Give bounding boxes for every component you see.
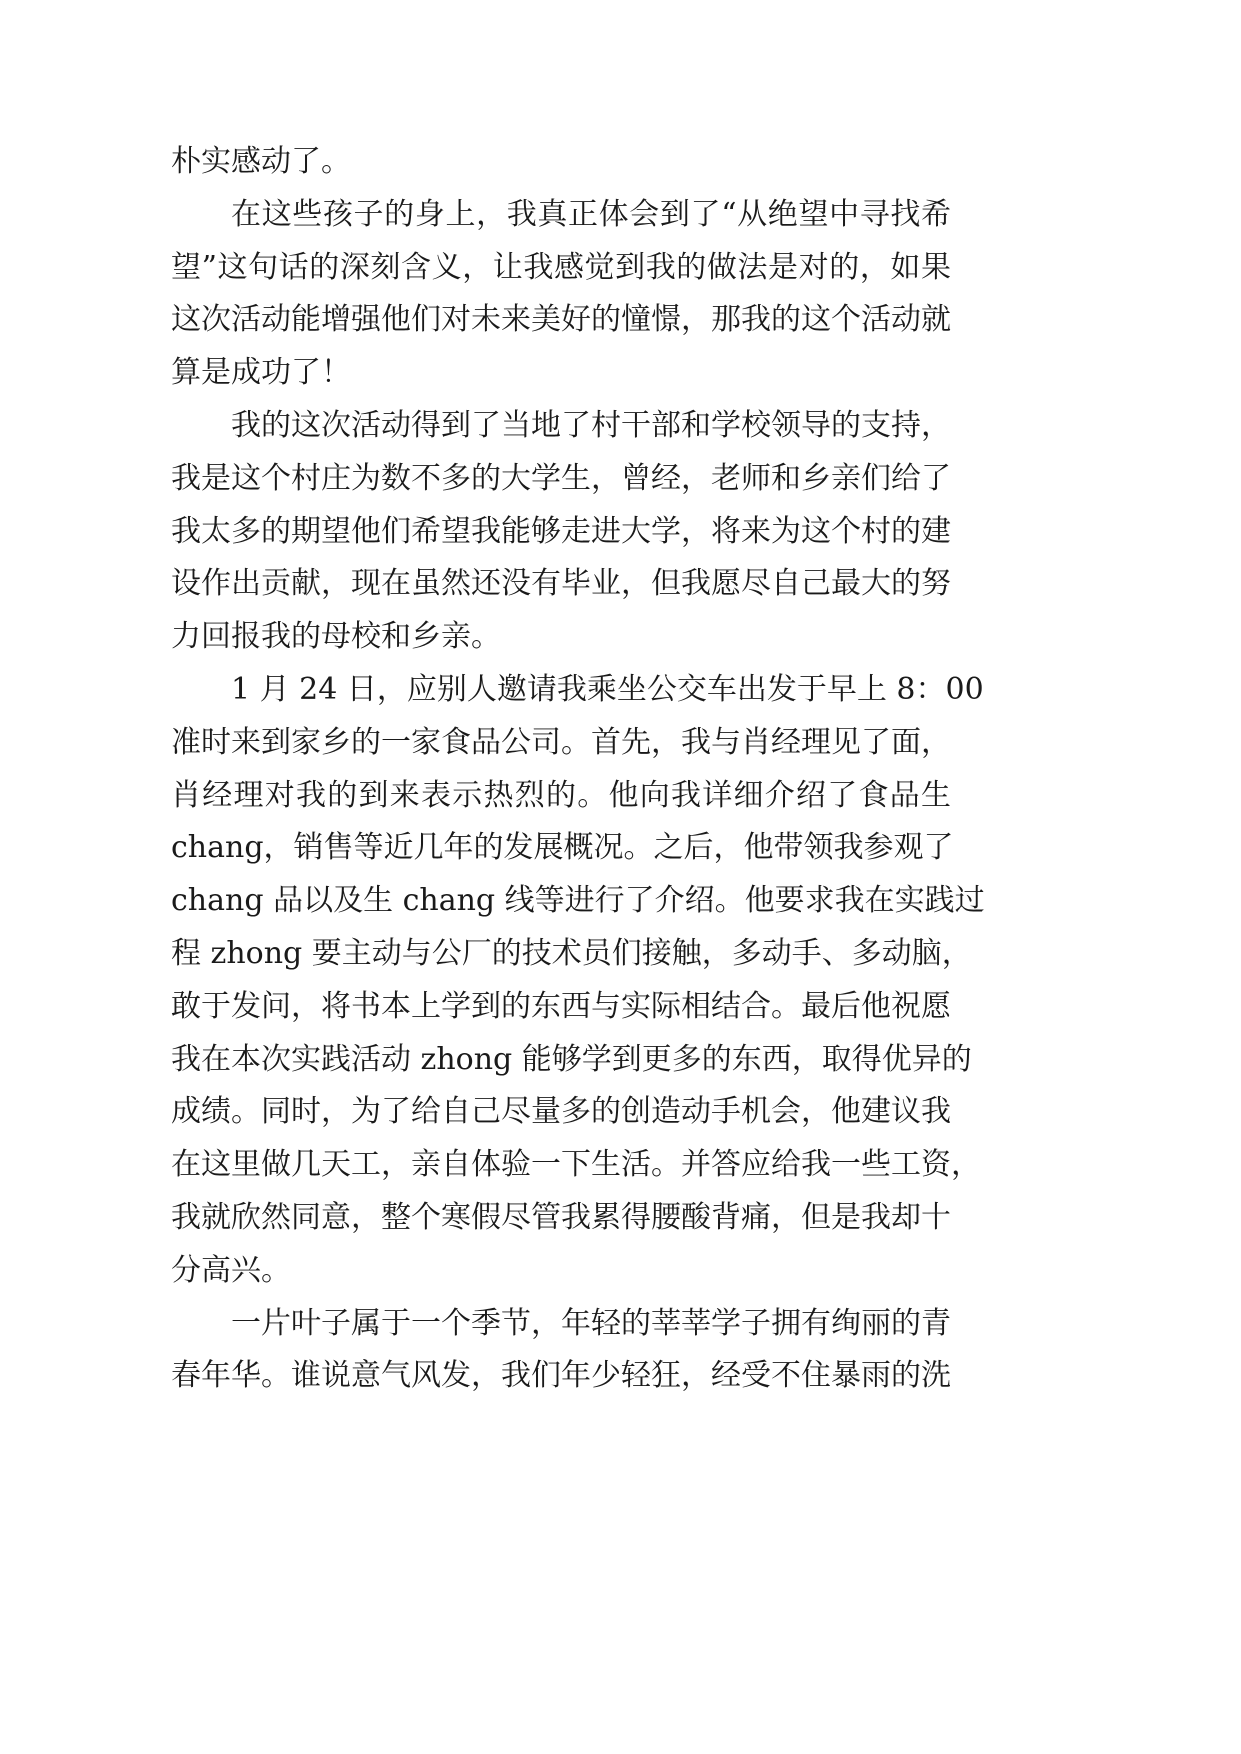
text-line: 1 月 24 日，应别人邀请我乘坐公交车出发于早上 8：00 bbox=[231, 671, 984, 707]
text-line: 准时来到家乡的一家食品公司。首先，我与肖经理见了面， bbox=[171, 724, 951, 760]
text-line: 敢于发问，将书本上学到的东西与实际相结合。最后他祝愿 bbox=[171, 988, 951, 1024]
text-line: 春年华。谁说意气风发，我们年少轻狂，经受不住暴雨的洗 bbox=[171, 1358, 951, 1394]
text-line: 我在本次实践活动 zhong 能够学到更多的东西，取得优异的 bbox=[171, 1041, 972, 1077]
text-line: 成绩。同时，为了给自己尽量多的创造动手机会，他建议我 bbox=[171, 1094, 951, 1130]
text-line: 肖经理对我的到来表示热烈的。他向我详细介绍了食品生 bbox=[171, 777, 951, 813]
text-line: 程 zhong 要主动与公厂的技术员们接触，多动手、多动脑， bbox=[171, 935, 972, 971]
text-line: chang 品以及生 chang 线等进行了介绍。他要求我在实践过 bbox=[171, 883, 985, 919]
text-line: 在这里做几天工，亲自体验一下生活。并答应给我一些工资， bbox=[171, 1147, 981, 1183]
text-line: 分高兴。 bbox=[171, 1252, 291, 1288]
text-line: 望”这句话的深刻含义，让我感觉到我的做法是对的，如果 bbox=[171, 249, 951, 285]
text-line: 算是成功了！ bbox=[171, 355, 351, 391]
text-line: 我就欣然同意，整个寒假尽管我累得腰酸背痛，但是我却十 bbox=[171, 1199, 951, 1235]
text-line: 我的这次活动得到了当地了村干部和学校领导的支持， bbox=[231, 407, 951, 443]
text-line: 这次活动能增强他们对未来美好的憧憬，那我的这个活动就 bbox=[171, 302, 951, 338]
text-line: 我太多的期望他们希望我能够走进大学，将来为这个村的建 bbox=[171, 513, 951, 549]
text-line: 我是这个村庄为数不多的大学生，曾经，老师和乡亲们给了 bbox=[171, 460, 951, 496]
text-line: 设作出贡献，现在虽然还没有毕业，但我愿尽自己最大的努 bbox=[171, 566, 951, 602]
text-line: 力回报我的母校和乡亲。 bbox=[171, 619, 501, 655]
text-line: 在这些孩子的身上，我真正体会到了“从绝望中寻找希 bbox=[231, 196, 951, 232]
text-line: 朴实感动了。 bbox=[171, 144, 351, 179]
text-line: chang，销售等近几年的发展概况。之后，他带领我参观了 bbox=[171, 830, 954, 866]
text-line: 一片叶子属于一个季节，年轻的莘莘学子拥有绚丽的青 bbox=[231, 1305, 951, 1341]
document-body bbox=[171, 136, 985, 1403]
